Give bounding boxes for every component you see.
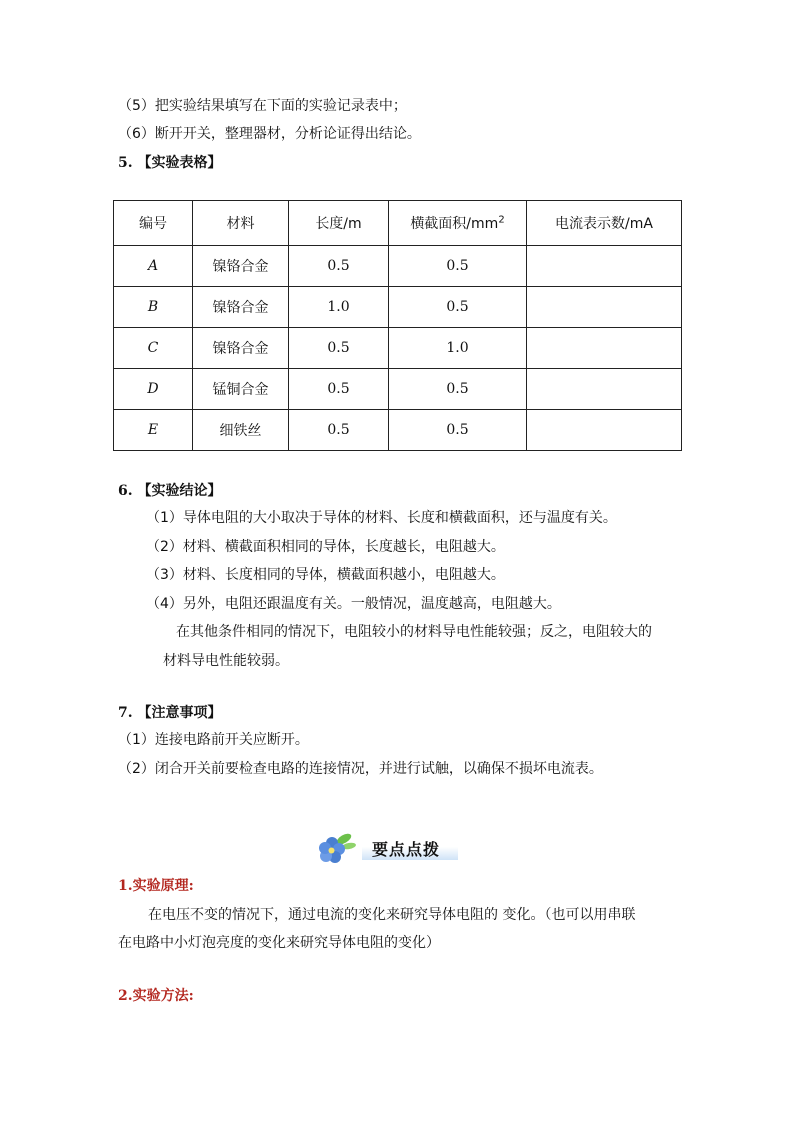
table-header-row [114, 201, 682, 246]
table-row [114, 246, 682, 287]
method-heading: 2.实验方法: [118, 988, 194, 1004]
header-material: 材料 [193, 201, 289, 246]
table-row [114, 328, 682, 369]
header-current: 电流表示数/mA [527, 201, 682, 246]
cell-material: 锰铜合金 [193, 369, 289, 410]
table-row [114, 369, 682, 410]
cell-current[interactable] [527, 287, 682, 328]
cell-id: C [114, 328, 193, 369]
section-7-number: 7. [118, 705, 133, 721]
step-5: （5）把实验结果填写在下面的实验记录表中； [118, 98, 407, 114]
cell-id: B [114, 287, 193, 328]
table-row [114, 287, 682, 328]
note-2: （2）闭合开关前要检查电路的连接情况，并进行试触，以确保不损坏电流表。 [118, 761, 603, 777]
cell-material: 镍铬合金 [193, 287, 289, 328]
conclusion-4: （4）另外，电阻还跟温度有关。一般情况，温度越高，电阻越大。 [146, 596, 561, 612]
cell-current[interactable] [527, 246, 682, 287]
cell-id: E [114, 410, 193, 451]
principle-heading: 1.实验原理: [118, 878, 194, 894]
section-7-heading [118, 703, 222, 723]
cell-area: 0.5 [389, 369, 527, 410]
table-row [114, 410, 682, 451]
header-length: 长度/m [289, 201, 389, 246]
cell-material: 镍铬合金 [193, 246, 289, 287]
cell-length: 0.5 [289, 369, 389, 410]
cell-area: 0.5 [389, 287, 527, 328]
conclusion-extra-line-1: 在其他条件相同的情况下，电阻较小的材料导电性能较强；反之，电阻较大的 [176, 624, 652, 640]
banner-title: 要点点拨 [372, 840, 441, 859]
conclusion-extra-line-2: 材料导电性能较弱。 [163, 653, 289, 669]
experiment-table [113, 200, 682, 451]
header-area [389, 201, 527, 246]
cell-material: 细铁丝 [193, 410, 289, 451]
section-5-title: 【实验表格】 [137, 155, 222, 171]
cell-current[interactable] [527, 410, 682, 451]
cell-id: D [114, 369, 193, 410]
principle-line-2: 在电路中小灯泡亮度的变化来研究导体电阻的变化） [118, 935, 440, 951]
cell-current[interactable] [527, 328, 682, 369]
cell-length: 0.5 [289, 410, 389, 451]
section-6-heading [118, 481, 222, 501]
conclusion-3: （3）材料、长度相同的导体，横截面积越小，电阻越大。 [146, 567, 505, 583]
cell-area: 0.5 [389, 246, 527, 287]
cell-area: 1.0 [389, 328, 527, 369]
principle-line-1: 在电压不变的情况下，通过电流的变化来研究导体电阻的 变化。（也可以用串联 [148, 907, 636, 923]
section-7-title: 【注意事项】 [137, 705, 222, 721]
cell-length: 1.0 [289, 287, 389, 328]
note-1: （1）连接电路前开关应断开。 [118, 732, 309, 748]
header-id: 编号 [114, 201, 193, 246]
section-6-title: 【实验结论】 [137, 483, 222, 499]
cell-length: 0.5 [289, 328, 389, 369]
section-5-heading [118, 153, 222, 173]
section-5-number: 5. [118, 155, 133, 171]
header-area-label: 横截面积/mm [410, 216, 499, 232]
cell-area: 0.5 [389, 410, 527, 451]
section-6-number: 6. [118, 483, 133, 499]
flower-icon [318, 832, 358, 866]
conclusion-1: （1）导体电阻的大小取决于导体的材料、长度和横截面积，还与温度有关。 [146, 510, 617, 526]
cell-material: 镍铬合金 [193, 328, 289, 369]
cell-length: 0.5 [289, 246, 389, 287]
header-area-exponent: 2 [498, 214, 505, 226]
conclusion-2: （2）材料、横截面积相同的导体，长度越长，电阻越大。 [146, 539, 505, 555]
cell-id: A [114, 246, 193, 287]
step-6: （6）断开开关，整理器材，分析论证得出结论。 [118, 126, 421, 142]
cell-current[interactable] [527, 369, 682, 410]
